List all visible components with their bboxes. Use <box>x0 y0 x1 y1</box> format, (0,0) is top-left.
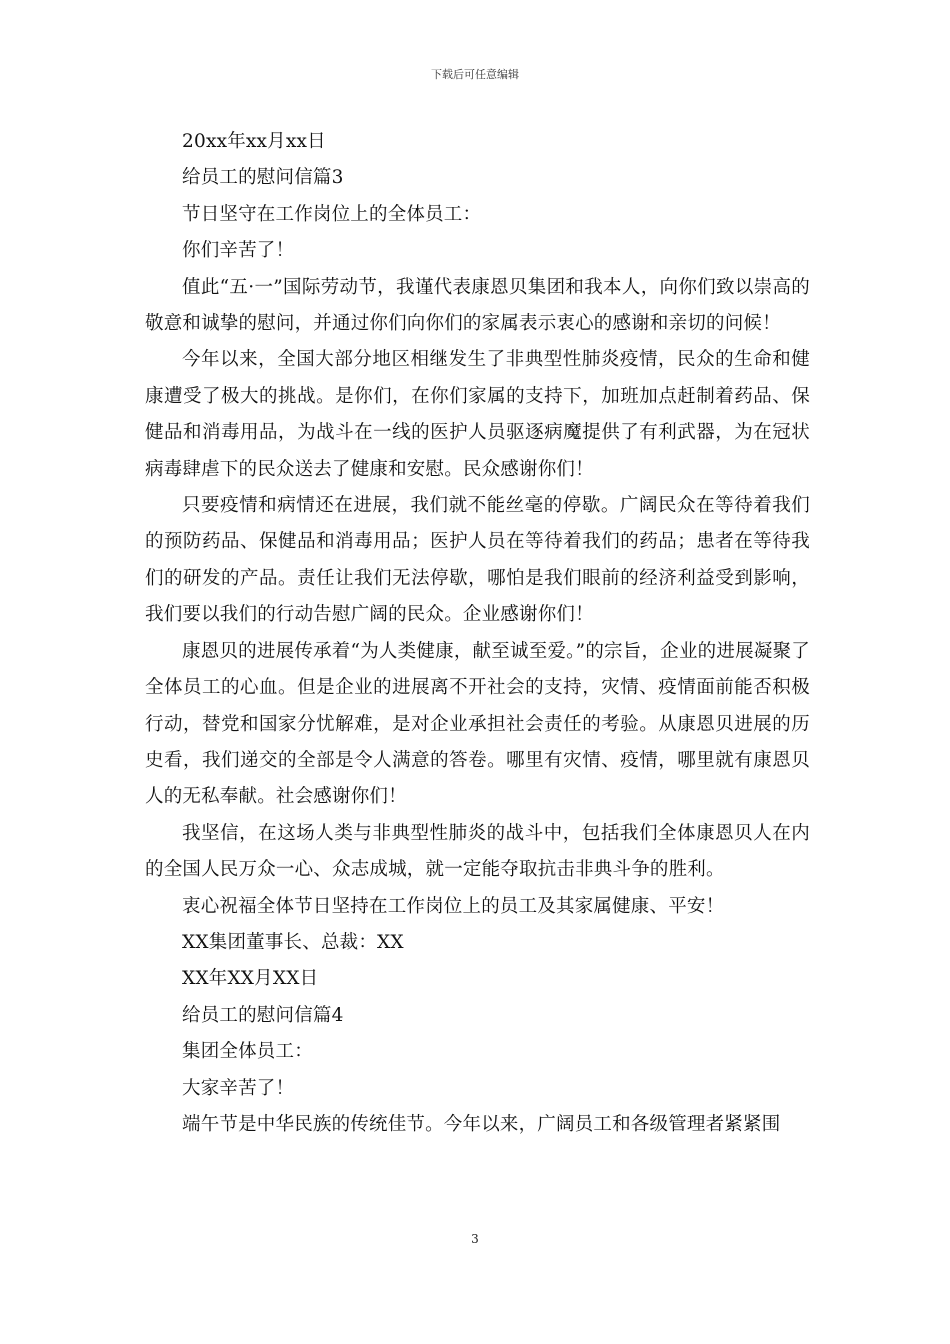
salutation: 节日坚守在工作岗位上的全体员工： <box>182 203 482 225</box>
signature-date: XX年XX月XX日 <box>182 968 319 990</box>
greeting: 你们辛苦了！ <box>182 240 295 262</box>
page-number: 3 <box>471 1232 479 1246</box>
document-body <box>145 124 810 1143</box>
section-title-4: 给员工的慰问信篇4 <box>182 1004 344 1026</box>
greeting: 大家辛苦了！ <box>182 1077 295 1099</box>
body-paragraph: 今年以来，全国大部分地区相继发生了非典型性肺炎疫情，民众的生命和健康遭受了极大的挑战。是你们，在你们家属的支持下，加班加点赶制着药品、保健品和消毒用品，为战斗在一线的医护人员驱逐病魔提供了有利武器，为在冠状病毒肆虐下的民众送去了健康和安慰。民众感谢你们！ <box>145 349 810 480</box>
closing-wish: 衷心祝福全体节日坚持在工作岗位上的员工及其家属健康、平安！ <box>182 895 725 917</box>
body-paragraph: 只要疫情和病情还在进展，我们就不能丝毫的停歇。广阔民众在等待着我们的预防药品、保健品和消毒用品；医护人员在等待着我们的药品；患者在等待我们的研发的产品。责任让我们无法停歇，哪怕是我们眼前的经济利益受到影响，我们要以我们的行动告慰广阔的民众。企业感谢你们！ <box>145 495 810 626</box>
body-paragraph: 我坚信，在这场人类与非典型性肺炎的战斗中，包括我们全体康恩贝人在内的全国人民万众一心、众志成城，就一定能夺取抗击非典斗争的胜利。 <box>145 822 810 881</box>
section-title-3: 给员工的慰问信篇3 <box>182 167 344 189</box>
body-paragraph: 端午节是中华民族的传统佳节。今年以来，广阔员工和各级管理者紧紧围 <box>182 1113 781 1135</box>
body-paragraph: 康恩贝的进展传承着“为人类健康，献至诚至爱。”的宗旨，企业的进展凝聚了全体员工的心血。但是企业的进展离不开社会的支持，灾情、疫情面前能否积极行动，替党和国家分忧解难，是对企业承担社会责任的考验。从康恩贝进展的历史看，我们递交的全部是令人满意的答卷。哪里有灾情、疫情，哪里就有康恩贝人的无私奉献。社会感谢你们！ <box>145 640 810 808</box>
signature: XX集团董事长、总裁：XX <box>182 931 404 953</box>
body-paragraph: 值此“五·一”国际劳动节，我谨代表康恩贝集团和我本人，向你们致以崇高的敬意和诚挚的慰问，并通过你们向你们的家属表示衷心的感谢和亲切的问候！ <box>145 276 810 335</box>
date-line: 20xx年xx月xx日 <box>182 131 326 152</box>
page-header-note: 下载后可任意编辑 <box>431 68 519 81</box>
salutation: 集团全体员工： <box>182 1041 313 1063</box>
